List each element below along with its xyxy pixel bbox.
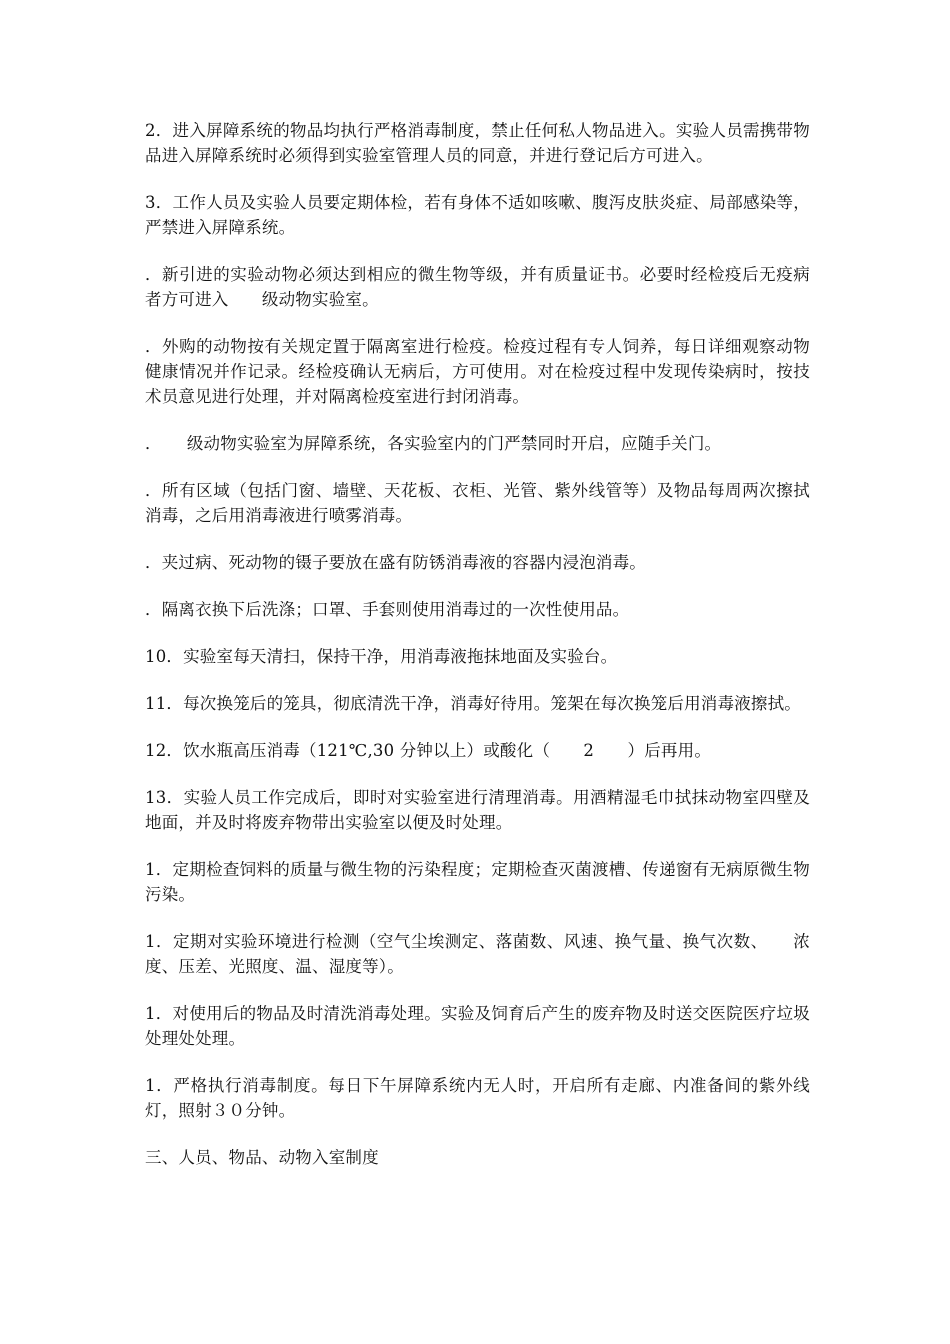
paragraph-area-disinfection: ．所有区域（包括门窗、墙壁、天花板、衣柜、光管、紫外线管等）及物品每周两次擦拭消毒，之后用消毒液进行喷雾消毒。 — [145, 481, 810, 525]
paragraph-barrier-doors: ． 级动物实验室为屏障系统，各实验室内的门严禁同时开启，应随手关门。 — [145, 434, 722, 453]
paragraph-item-3: 3．工作人员及实验人员要定期体检，若有身体不适如咳嗽、腹泻皮肤炎症、局部感染等，严禁进入屏障系统。 — [145, 193, 810, 237]
paragraph-item-13: 13．实验人员工作完成后，即时对实验室进行清理消毒。用酒精湿毛巾拭抹动物室四壁及地面，并及时将废弃物带出实验室以便及时处理。 — [145, 788, 810, 832]
paragraph-waste-handling: 1．对使用后的物品及时清洗消毒处理。实验及饲育后产生的废弃物及时送交医院医疗垃圾处理处处理。 — [145, 1004, 810, 1048]
paragraph-quarantine: ．外购的动物按有关规定置于隔离室进行检疫。检疫过程有专人饲养，每日详细观察动物健康情况并作记录。经检疫确认无病后，方可使用。对在检疫过程中发现传染病时，按技术员意见进行处理，并对隔离检疫室进行封闭消毒。 — [145, 337, 810, 406]
paragraph-isolation-gown: ．隔离衣换下后洗涤；口罩、手套则使用消毒过的一次性使用品。 — [145, 600, 630, 619]
paragraph-new-animals: ．新引进的实验动物必须达到相应的微生物等级，并有质量证书。必要时经检疫后无疫病者方可进入 级动物实验室。 — [145, 265, 810, 309]
paragraph-environment-check: 1．定期对实验环境进行检测（空气尘埃测定、落菌数、风速、换气量、换气次数、 浓度、压差、光照度、温、湿度等）。 — [145, 932, 810, 976]
paragraph-feed-check: 1．定期检查饲料的质量与微生物的污染程度；定期检查灭菌渡槽、传递窗有无病原微生物污染。 — [145, 860, 810, 904]
section-heading: 三、人员、物品、动物入室制度 — [145, 1148, 379, 1167]
paragraph-item-2: 2．进入屏障系统的物品均执行严格消毒制度，禁止任何私人物品进入。实验人员需携带物品进入屏障系统时必须得到实验室管理人员的同意，并进行登记后方可进入。 — [145, 121, 810, 165]
paragraph-item-12: 12．饮水瓶高压消毒（121℃,30 分钟以上）或酸化（ 2 ）后再用。 — [145, 741, 712, 760]
paragraph-uv-disinfection: 1．严格执行消毒制度。每日下午屏障系统内无人时，开启所有走廊、内准备间的紫外线灯，照射３０分钟。 — [145, 1076, 810, 1120]
paragraph-item-10: 10．实验室每天清扫，保持干净，用消毒液拖抹地面及实验台。 — [145, 647, 618, 666]
paragraph-item-11: 11．每次换笼后的笼具，彻底清洗干净，消毒好待用。笼架在每次换笼后用消毒液擦拭。 — [145, 694, 801, 713]
paragraph-tweezers: ．夹过病、死动物的镊子要放在盛有防锈消毒液的容器内浸泡消毒。 — [145, 553, 646, 572]
document-body — [145, 118, 810, 1170]
